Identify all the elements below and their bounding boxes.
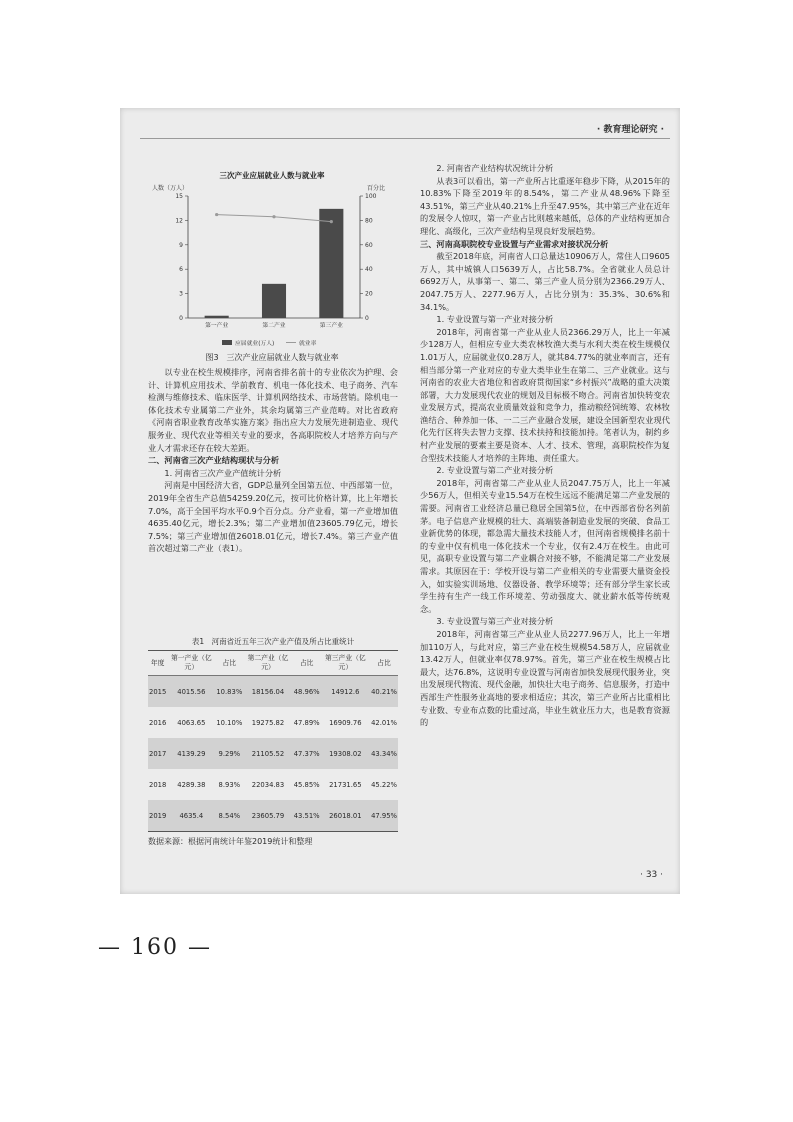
table-cell: 22034.83 (251, 780, 285, 789)
y-left-tick-label: 15 (175, 193, 183, 200)
table-row (148, 800, 398, 832)
table-cell: 2019 (148, 800, 167, 832)
table-cell: 23605.79 (243, 800, 292, 832)
table-cell: 18156.04 (243, 676, 292, 708)
data-table (148, 650, 398, 832)
table-cell: 21105.52 (243, 738, 292, 769)
x-tick-label: 第三产业 (319, 323, 343, 329)
left-column-text (148, 366, 398, 555)
outer-page-number: — 160 — (98, 935, 212, 960)
table-cell: 43.34% (370, 738, 398, 769)
table-cell: 4063.65 (177, 718, 206, 727)
table-header-cell: 第三产业（亿元） (321, 651, 370, 676)
y-left-tick-label: 12 (175, 217, 183, 225)
table-cell: 4139.29 (167, 738, 215, 769)
right-column-text (420, 162, 670, 729)
legend-label: 应届就业(万人) (235, 341, 275, 347)
x-tick-label: 第一产业 (205, 323, 229, 329)
y-left-label: 人数（万人） (152, 185, 189, 192)
y-left-tick-label: 0 (179, 315, 183, 322)
legend-label: 就业率 (299, 341, 317, 347)
y-left-tick-label: 6 (179, 266, 183, 274)
table-header-cell: 占比 (370, 651, 398, 676)
table-header-cell: 第一产业（亿元） (167, 651, 215, 676)
table-row (148, 738, 398, 769)
subsection-heading: 3. 专业设置与第三产业对接分析 (436, 616, 554, 627)
y-left-tick-label: 9 (179, 241, 183, 249)
table-header-cell: 年度 (148, 651, 167, 676)
table-cell: 10.83% (215, 676, 243, 708)
table-cell: 2017 (148, 738, 167, 769)
y-right-tick-label: 0 (365, 315, 369, 322)
table-cell: 9.29% (215, 738, 243, 769)
bar (262, 284, 286, 318)
table-header-cell: 占比 (215, 651, 243, 676)
paragraph: 从表3可以看出，第一产业所占比重逐年稳步下降，从2015年的10.83%下降至2019年的8.54%，第二产业从48.96%下降至43.51%，第三产业从40.21%上升至47.95%，其中第三产业在近年的发展令人惊叹，第一产业占比则越来越低，总体的产业结构更加合理化、高级化，三次产业结构呈现良好发展趋势。 (420, 175, 670, 236)
table-cell: 40.21% (370, 676, 398, 708)
y-right-tick-label: 20 (365, 290, 373, 298)
chart-title: 三次产业应届就业人数与就业率 (219, 171, 325, 180)
bar (319, 209, 343, 318)
table-row (148, 707, 398, 738)
subsection-heading: 2. 专业设置与第二产业对接分析 (436, 465, 554, 476)
table-cell: 14912.6 (321, 676, 370, 708)
figure-caption: 图3 三次产业应届就业人数与就业率 (205, 353, 339, 362)
table-cell: 47.37% (293, 738, 321, 769)
table-cell: 2018 (149, 780, 167, 789)
table-source-note: 数据来源：根据河南统计年鉴2019统计和整理 (148, 837, 313, 846)
line-point (215, 213, 218, 216)
table-cell: 45.85% (293, 780, 320, 789)
paragraph: 以专业在校生规模排序，河南省排名前十的专业依次为护理、会计、计算机应用技术、学前教育、机电一体化技术、电子商务、汽车检测与维修技术、临床医学、计算机网络技术、市场营销。除机电一体化技术专业属第二产业外，其余均属第三产业范畴。对比省政府《河南省职业教育改革实施方案》指出应大力发展先进制造业、现代服务业、现代农业等相关专业的要求，各高职院校人才培养方向与产业人才需求还存在较大差距。 (148, 367, 398, 453)
table-cell: 19308.02 (321, 738, 370, 769)
table-cell: 4015.56 (167, 676, 215, 708)
y-right-label: 百分比 (366, 185, 386, 192)
plot-area (175, 193, 376, 329)
paragraph: 2018年，河南省第三产业从业人员2277.96万人，比上一年增加110万人，与此对应，第三产业在校生规模54.58万人，应届就业13.42万人，但就业率仅78.97%。首先，第三产业在校生规模占比最大，达76.8%，这说明专业设置与河南省加快发展现代服务业，突出发展现代物流、现代金融，加快壮大电子商务、信息服务，打造中西部生产性服务业高地的要求相适应；其次，第三产业所占比重相比专业数、专业布点数的比重过高，毕业生就业压力大，也是教育资源的 (420, 628, 670, 728)
table-cell: 2016 (149, 718, 167, 727)
table-row (148, 769, 398, 800)
x-tick-label: 第二产业 (262, 323, 286, 329)
table-cell: 48.96% (293, 676, 321, 708)
table-cell: 47.95% (370, 800, 398, 832)
paragraph: 2018年，河南省第二产业从业人员2047.75万人，比上一年减少56万人，但相关专业15.54万在校生远远不能满足第二产业发展的需要。河南省工业经济总量已稳居全国第5位，在中西部省份名列前茅。电子信息产业规模的壮大、高端装备制造业发展的突破、食品工业新优势的体现，都急需大量技术技能人才，但河南省规模排名前十的专业中仅有机电一体化技术一个专业，仅有2.4万在校生。由此可见，高职专业设置与第二产业耦合对接不够，不能满足第二产业发展需求。其原因在于：学校开设与第二产业相关的专业需要大量资金投入，如实验实训场地、仪器设备、教学环境等；还有部分学生家长或学生持有生产一线工作环境差、劳动强度大、就业薪水低等传统观念。 (420, 477, 670, 614)
section-heading: 二、河南省三次产业结构现状与分析 (148, 455, 280, 466)
running-header (140, 122, 670, 139)
paragraph: 2018年，河南省第一产业从业人员2366.29万人，比上一年减少128万人，但相应专业大类农林牧渔大类与水利大类在校生规模仅1.01万人，应届就业仅0.28万人，就其84.77%的就业率而言，还有相当部分第一产业对应的专业大类毕业生在第二、三产业就业。这与河南省的农业大省地位和省政府贯彻国家“乡村振兴”战略的重大决策部署，大力发展现代农业的规划及目标极不吻合。河南省加快转变农业发展方式，提高农业质量效益和竞争力，推动粮经饲统筹、农林牧渔结合、种养加一体、一二三产业融合发展，建设全国新型农业现代化先行区将失去智力支撑、技术扶持和技能加持。笔者认为，制约乡村产业发展的要素主要是资本、人才、技术、管理，高职院校作为复合型技术技能人才培养的主阵地、责任重大。 (420, 326, 670, 463)
y-right-tick-label: 80 (365, 217, 373, 225)
table-cell: 45.22% (371, 780, 397, 789)
table-header-cell: 占比 (293, 651, 321, 676)
table-cell: 21731.65 (329, 780, 362, 789)
table-row (148, 676, 398, 708)
table-1 (148, 636, 398, 847)
line-point (330, 220, 333, 223)
table-title: 表1 河南省近五年三次产业产值及所占比重统计 (191, 637, 355, 646)
table-cell: 10.10% (216, 718, 243, 727)
page-number: · 33 · (640, 870, 663, 880)
section-heading: 三、河南高职院校专业设置与产业需求对接状况分析 (420, 238, 609, 249)
table-cell: 19275.82 (251, 718, 285, 727)
y-right-tick-label: 40 (365, 266, 373, 274)
table-cell: 8.93% (218, 780, 241, 789)
table-cell: 4635.4 (167, 800, 215, 832)
table-header-cell: 第二产业（亿元） (243, 651, 292, 676)
table-cell: 2015 (148, 676, 167, 708)
subsection-heading: 2. 河南省产业结构状况统计分析 (436, 163, 554, 173)
table-cell: 16909.76 (329, 718, 362, 727)
table-cell: 42.01% (371, 718, 397, 727)
chart-legend (222, 339, 317, 347)
table-cell: 43.51% (293, 800, 321, 832)
paragraph: 河南是中国经济大省，GDP总量列全国第五位、中西部第一位，2019年全省生产总值54259.20亿元，按可比价格计算，比上年增长7.0%，高于全国平均水平0.9个百分点。分产业看，第一产业增加值4635.40亿元，增长2.3%；第二产业增加值23605.79亿元，增长7.5%；第三产业增加值26018.01亿元，增长7.4%。第三产业产值首次超过第二产业（表1）。 (148, 480, 398, 554)
legend-swatch-bar (222, 340, 232, 345)
bar (205, 316, 229, 318)
paragraph: 截至2018年底，河南省人口总量达10906万人，常住人口9605万人，其中城镇人口5639万人，占比58.7%。全省就业人员总计6692万人，从事第一、第二、第三产业人员分别为2366.29万人、2047.75万人、2277.96万人，占比分别为：35.3%、30.6%和34.1%。 (420, 251, 670, 312)
y-right-tick-label: 60 (365, 241, 373, 249)
subsection-heading: 1. 河南省三次产业产值统计分析 (164, 467, 282, 478)
table-header-row (148, 651, 398, 676)
combo-chart (148, 168, 396, 360)
y-left-tick-label: 3 (179, 290, 183, 298)
line-point (272, 215, 275, 218)
table-cell: 26018.01 (321, 800, 370, 832)
table-cell: 47.89% (293, 718, 320, 727)
journal-section-title: · 教育理论研究 · (596, 125, 664, 135)
y-right-tick-label: 100 (365, 193, 377, 200)
subsection-heading: 1. 专业设置与第一产业对接分析 (436, 314, 554, 325)
table-cell: 8.54% (215, 800, 243, 832)
table-cell: 4289.38 (177, 780, 206, 789)
